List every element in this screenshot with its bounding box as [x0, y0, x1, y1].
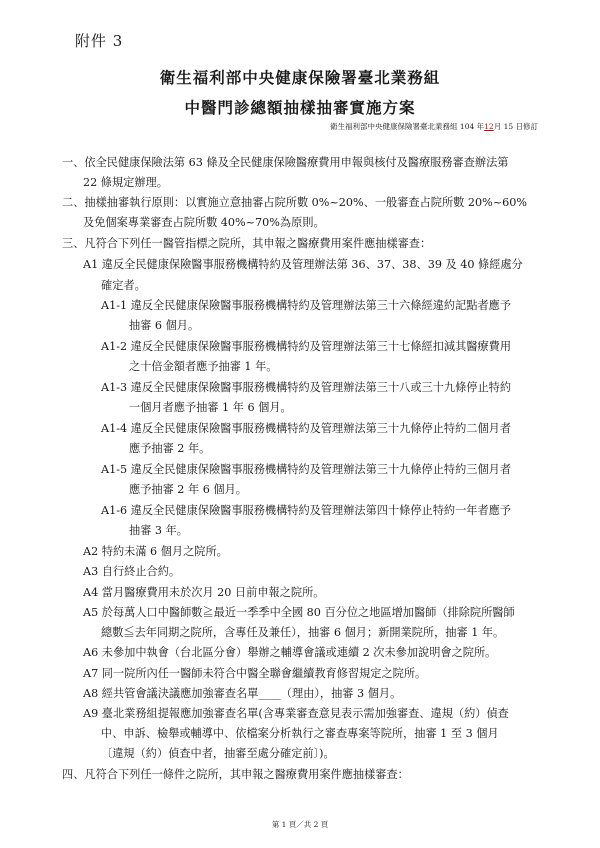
item-a1-5-line-2: 應予抽審 2 年 6 個月。: [129, 483, 247, 496]
item-a1-5-line-1: A1-5 違反全民健康保險醫事服務機構特約及管理辦法第三十九條停止特約三個月者: [101, 463, 512, 476]
item-a5-line-1: A5 於每萬人口中醫師數≧最近一季季中全國 80 百分位之地區增加醫師（排除院所醫師: [83, 606, 515, 619]
item-a1-1-line-1: A1-1 違反全民健康保險醫事服務機構特約及管理辦法第三十六條經違約記點者應予: [101, 299, 512, 312]
section-1-line-2: 22 條規定辦理。: [83, 176, 168, 189]
section-2-line-1: 二、抽樣抽審執行原則：以實施立意抽審占院所數 0%~20%、一般審查占院所數 20%~60%: [62, 196, 528, 209]
item-a1-3-line-1: A1-3 違反全民健康保險醫事服務機構特約及管理辦法第三十八或三十九條停止特約: [101, 381, 512, 394]
section-2-line-2: 及免個案專業審查占院所數 40%~70%為原則。: [83, 216, 325, 229]
section-3-line-1: 三、凡符合下列任一醫管指標之院所，其申報之醫療費用案件應抽樣審查：: [62, 237, 432, 250]
item-a7: A7 同一院所內任一醫師未符合中醫全聯會繼續教育修習規定之院所。: [83, 667, 427, 680]
item-a1-1-line-2: 抽審 6 個月。: [129, 319, 200, 332]
attachment-label: 附件 3: [75, 32, 124, 50]
revision-suffix: 月 15 日修訂: [493, 122, 538, 131]
item-a1-6-line-1: A1-6 違反全民健康保險醫事服務機構特約及管理辦法第四十條停止特約一年者應予: [101, 504, 512, 517]
item-a1-2-line-1: A1-2 違反全民健康保險醫事服務機構特約及管理辦法第三十七條經扣減其醫療費用: [101, 340, 512, 353]
page-number: 第 1 頁／共 2 頁: [271, 820, 329, 829]
item-a2: A2 特約未滿 6 個月之院所。: [83, 545, 228, 558]
item-a1-line-2: 確定者。: [101, 279, 146, 292]
item-a3: A3 自行終止合約。: [83, 565, 181, 578]
item-a1-4-line-2: 應予抽審 2 年。: [129, 442, 211, 455]
item-a8: A8 經共管會議決議應加強審查名單____（理由），抽審 3 個月。: [83, 687, 402, 700]
item-a1-2-line-2: 之十倍金額者應予抽審 1 年。: [129, 360, 278, 373]
revision-prefix: 衛生福利部中央健康保險署臺北業務組 104 年: [330, 122, 485, 131]
revision-note: [330, 121, 538, 132]
item-a5-line-2: 總數≦去年同期之院所，含專任及兼任），抽審 6 個月；新開業院所，抽審 1 年。: [101, 626, 505, 639]
item-a6: A6 未參加中執會（台北區分會）舉辦之輔導會議或連續 2 次未參加說明會之院所。: [83, 646, 497, 659]
revision-month: 12: [484, 122, 494, 131]
item-a1-6-line-2: 抽審 3 年。: [129, 524, 188, 537]
organization-title: 衛生福利部中央健康保險署臺北業務組: [159, 68, 441, 87]
item-a9-line-3: 〔違規（約）偵查中者，抽審至處分確定前〕)。: [101, 747, 335, 760]
section-4-line-1: 四、凡符合下列任一條件之院所，其申報之醫療費用案件應抽樣審查：: [62, 768, 409, 781]
section-1-line-1: 一、依全民健康保險法第 63 條及全民健康保險醫療費用申報與核付及醫療服務審查辦法第: [62, 156, 509, 169]
item-a9-line-2: 中、申訴、檢舉或輔導中、依檔案分析執行之審查專案等院所，抽審 1 至 3 個月: [101, 727, 499, 740]
item-a4: A4 當月醫療費用未於次月 20 日前申報之院所。: [83, 586, 325, 599]
item-a1-4-line-1: A1-4 違反全民健康保險醫事服務機構特約及管理辦法第三十九條停止特約二個月者: [101, 422, 512, 435]
item-a1-line-1: A1 違反全民健康保險醫事服務機構特約及管理辦法第 36、37、38、39 及 40 條經處分: [83, 258, 523, 271]
document-title: 中醫門診總額抽樣抽審實施方案: [184, 98, 416, 117]
item-a9-line-1: A9 臺北業務組提報應加強審查名單(含專業審查意見表示需加強審查、違規（約）偵查: [83, 707, 509, 720]
item-a1-3-line-2: 一個月者應予抽審 1 年 6 個月。: [129, 401, 292, 414]
